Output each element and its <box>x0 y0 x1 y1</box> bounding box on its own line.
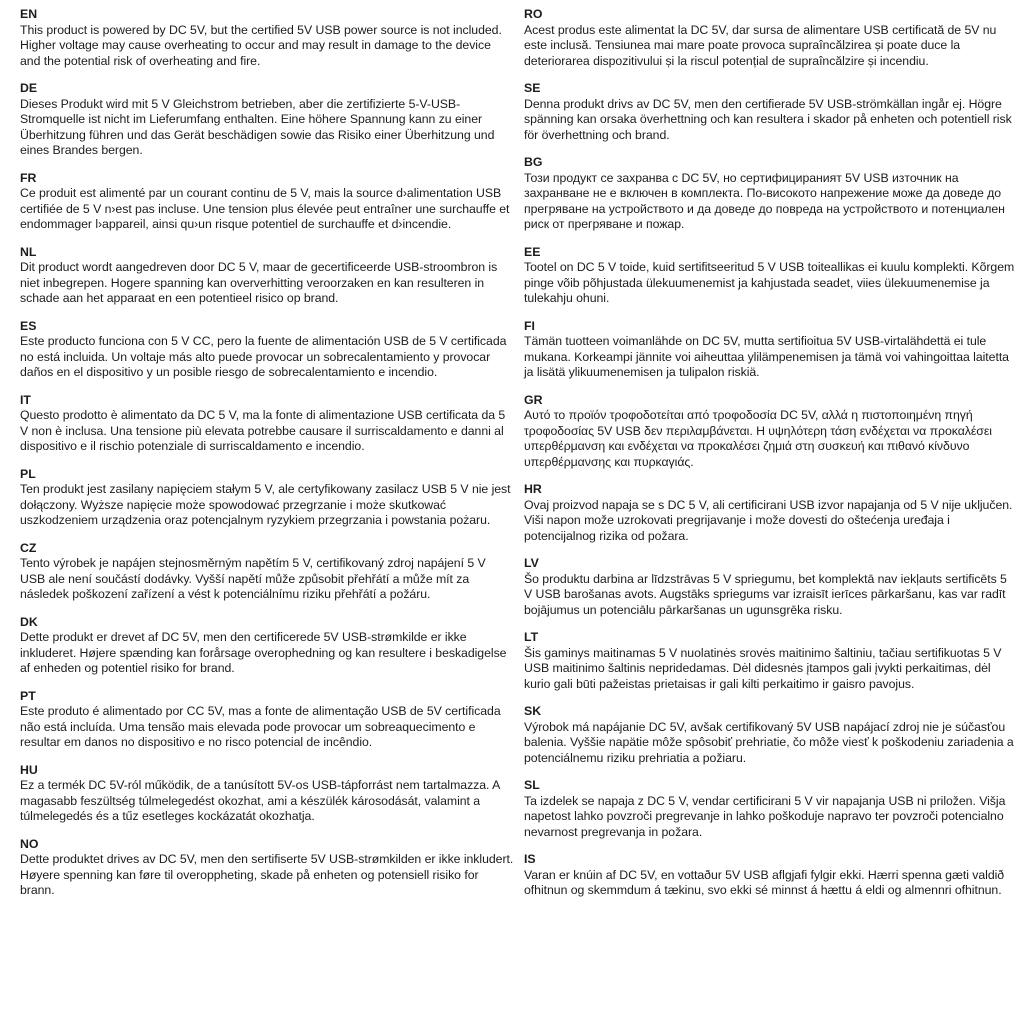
warning-text: Questo prodotto è alimentato da DC 5 V, ma la fonte di alimentazione USB certificata da 5 V non è inclusa. Una tensione più elevata potrebbe causare il surriscaldamento e danni al dispositivo e il rischio potenziale di surriscaldamento e incendio. <box>20 408 506 453</box>
language-code-label: ES <box>20 318 37 333</box>
language-block-se <box>524 81 1018 143</box>
warning-text: Výrobok má napájanie DC 5V, avšak certifikovaný 5V USB napájací zdroj nie je súčasťou balenia. Vyššie napätie môže spôsobiť prehriatie, čo môže viesť k poškodeniu zariadenia a potenciálnemu riziku prehriatia a požiaru. <box>524 719 1014 765</box>
language-code-label: PL <box>20 466 36 481</box>
language-block-sk <box>524 704 1018 766</box>
warning-text: Αυτό το προϊόν τροφοδοτείται από τροφοδοσία DC 5V, αλλά η πιστοποιημένη πηγή τροφοδοσίας 5V USB δεν περιλαμβάνεται. Η υψηλότερη τάση ενδέχεται να προκαλέσει υπερθέρμανση και ενδέχεται να προκαλέσει ζημιά στη συσκευή και πιθανό κίνδυνο υπερθέρμανσης και πυρκαγιάς. <box>524 408 992 469</box>
language-block-bg <box>524 155 1018 233</box>
left-column <box>20 7 514 911</box>
language-code-label: RO <box>524 7 543 21</box>
language-code-label: HR <box>524 482 542 496</box>
language-code-label: SK <box>524 704 542 718</box>
language-block-hu <box>20 763 514 825</box>
language-block-nl <box>20 245 514 307</box>
language-code-label: LV <box>524 556 539 570</box>
language-block-pl <box>20 467 514 529</box>
warning-text: Tento výrobek je napájen stejnosměrným napětím 5 V, certifikovaný zdroj napájení 5 V USB ale není součástí dodávky. Vyšší napětí může způsobit přehřátí a může mít za následek poškození zařízení a vést k potenciálnímu riziku přehřátí a požáru. <box>20 556 486 601</box>
language-code-label: PT <box>20 688 36 703</box>
language-block-cz <box>20 541 514 603</box>
warning-text: Dit product wordt aangedreven door DC 5 V, maar de gecertificeerde USB-stroombron is niet inbegrepen. Hogere spanning kan oververhitting veroorzaken en kan resulteren in schade aan het apparaat en een potentieel risico op brand. <box>20 260 498 305</box>
language-code-label: BG <box>524 155 543 169</box>
warning-text: Šis gaminys maitinamas 5 V nuolatinės srovės maitinimo šaltiniu, tačiau sertifikuotas 5 V USB maitinimo šaltinis nepridedamas. Dėl didesnės įtampos gali įvykti perkaitimas, dėl kurio gali būti pažeistas prietaisas ir gali kilti perkaitimo ir gaisro pavojus. <box>524 645 1002 691</box>
warning-text: Este produto é alimentado por CC 5V, mas a fonte de alimentação USB de 5V certificada não está incluída. Uma tensão mais elevada pode provocar um sobreaquecimento e resultar em danos no dispositivo e no risco potencial de incêndio. <box>20 704 501 749</box>
warning-text: Este producto funciona con 5 V CC, pero la fuente de alimentación USB de 5 V certificada no está incluida. Un voltaje más alto puede provocar un sobrecalentamiento y provocar daños en el dispositivo y un posible riesgo de sobrecalentamiento e incendio. <box>20 334 507 379</box>
language-code-label: FR <box>20 170 37 185</box>
warning-text: Ez a termék DC 5V-ról működik, de a tanúsított 5V-os USB-tápforrást nem tartalmazza. A magasabb feszültség túlmelegedést okozhat, ami a készülék károsodását, valamint a túlmelegedés és a tűz esetleges kockázatát okozhatja. <box>20 778 500 823</box>
language-block-it <box>20 393 514 455</box>
language-code-label: LT <box>524 630 539 644</box>
warning-text: Varan er knúin af DC 5V, en vottaður 5V USB aflgjafi fylgir ekki. Hærri spenna gæti valdið ofhitnun og skemmdum á tækinu, svo ekki sé minnst á hættu á eldi og almennri ofhitnun. <box>524 867 1005 897</box>
language-block-en <box>20 7 514 69</box>
warning-text: Ce produit est alimenté par un courant continu de 5 V, mais la source d›alimentation USB certifiée de 5 V n›est pas incluse. Une tension plus élevée peut entraîner une surchauffe et endommager l›appareil, ainsi qu›un risque potentiel de surchauffe et d›incendie. <box>20 186 510 231</box>
warning-text: Acest produs este alimentat la DC 5V, dar sursa de alimentare USB certificată de 5V nu este inclusă. Tensiunea mai mare poate provoca supraîncălzirea și poate duce la deteriorarea dispozitivului și la riscul potențial de supraîncălzire și incendiu. <box>524 22 997 68</box>
language-code-label: NO <box>20 836 39 851</box>
language-block-gr <box>524 393 1018 471</box>
warning-text: Dieses Produkt wird mit 5 V Gleichstrom betrieben, aber die zertifizierte 5-V-USB-Stromquelle ist nicht im Lieferumfang enthalten. Eine höhere Spannung kann zu einer Überhitzung führen und das Gerät beschädigen sowie das Risiko einer Überhitzung und eines Brandes bergen. <box>20 96 495 157</box>
language-block-sl <box>524 778 1018 840</box>
warning-text: Ta izdelek se napaja z DC 5 V, vendar certificirani 5 V vir napajanja USB ni priložen. Višja napetost lahko povzroči pregrevanje in lahko poškoduje napravo ter povzroči potencialno nevarnost pregrevanja in požara. <box>524 793 1006 839</box>
language-code-label: NL <box>20 244 37 259</box>
warning-text: Tämän tuotteen voimanlähde on DC 5V, mutta sertifioitua 5V USB-virtalähdettä ei tule mukana. Korkeampi jännite voi aiheuttaa ylilämpenemisen ja tämä voi vahingoittaa laitetta ja lisätä ylikuumenemisen ja tulipalon riskiä. <box>524 334 1009 379</box>
language-block-ee <box>524 245 1018 307</box>
language-block-fr <box>20 171 514 233</box>
language-code-label: GR <box>524 392 543 407</box>
language-block-fi <box>524 319 1018 381</box>
language-block-de <box>20 81 514 159</box>
language-code-label: IT <box>20 392 31 407</box>
language-block-no <box>20 837 514 899</box>
language-block-is <box>524 852 1018 899</box>
warning-text: Šo produktu darbina ar līdzstrāvas 5 V spriegumu, bet komplektā nav iekļauts sertificēts 5 V USB barošanas avots. Augstāks spriegums var izraisīt ierīces pārkaršanu, kas var radīt bojājumus un potenciālu pārkaršanas un ugunsgrēka risku. <box>524 571 1007 617</box>
language-code-label: FI <box>524 318 535 333</box>
warning-text: Този продукт се захранва с DC 5V, но сертифицираният 5V USB източник на захранване не е включен в комплекта. По-високото напрежение може да доведе до прегряване на устройството и да доведе до повреда на устройството и потенциален риск от прегряване и пожар. <box>524 170 1005 231</box>
language-code-label: EN <box>20 7 38 21</box>
right-column <box>524 7 1018 911</box>
language-code-label: IS <box>524 852 536 866</box>
language-code-label: SE <box>524 81 541 95</box>
language-block-lv <box>524 556 1018 618</box>
language-block-lt <box>524 630 1018 692</box>
warning-text: This product is powered by DC 5V, but the certified 5V USB power source is not included. Higher voltage may cause overheating to occur and may result in damage to the device and the potential risk of overheating and fire. <box>20 22 502 68</box>
language-code-label: DE <box>20 81 38 95</box>
language-code-label: EE <box>524 244 541 259</box>
language-block-pt <box>20 689 514 751</box>
language-block-dk <box>20 615 514 677</box>
warning-text: Ten produkt jest zasilany napięciem stałym 5 V, ale certyfikowany zasilacz USB 5 V nie jest dołączony. Wyższe napięcie może spowodować przegrzanie i może skutkować uszkodzeniem urządzenia oraz potencjalnym ryzykiem przegrzania i powstania pożaru. <box>20 482 511 527</box>
warning-text: Dette produkt er drevet af DC 5V, men den certificerede 5V USB-strømkilde er ikke inkluderet. Højere spænding kan forårsage overophedning og kan resultere i beskadigelse af enheden og potentiel risiko for brand. <box>20 630 507 675</box>
warning-text: Tootel on DC 5 V toide, kuid sertifitseeritud 5 V USB toiteallikas ei kuulu komplekti. Kõrgem pinge võib põhjustada ülekuumenemist ja kahjustada seadet, viies ülekuumenemise ja tulekahju ohuni. <box>524 260 1015 305</box>
language-code-label: CZ <box>20 540 37 555</box>
language-code-label: HU <box>20 762 38 777</box>
language-code-label: SL <box>524 778 540 792</box>
language-block-ro <box>524 7 1018 69</box>
warning-text: Denna produkt drivs av DC 5V, men den certifierade 5V USB-strömkällan ingår ej. Högre spänning kan orsaka överhettning och kan resultera i skador på enheten och potentiell risk för överhettning och brand. <box>524 96 1012 142</box>
language-block-es <box>20 319 514 381</box>
warning-text: Dette produktet drives av DC 5V, men den sertifiserte 5V USB-strømkilden er ikke inkludert. Høyere spenning kan føre til overoppheting, skade på enheten og potensiell risiko for brann. <box>20 852 514 897</box>
warning-text: Ovaj proizvod napaja se s DC 5 V, ali certificirani USB izvor napajanja od 5 V nije uključen. Viši napon može uzrokovati pregrijavanje i može dovesti do oštećenja uređaja i potencijalnog rizika od požara. <box>524 497 1013 543</box>
language-code-label: DK <box>20 614 38 629</box>
language-block-hr <box>524 482 1018 544</box>
